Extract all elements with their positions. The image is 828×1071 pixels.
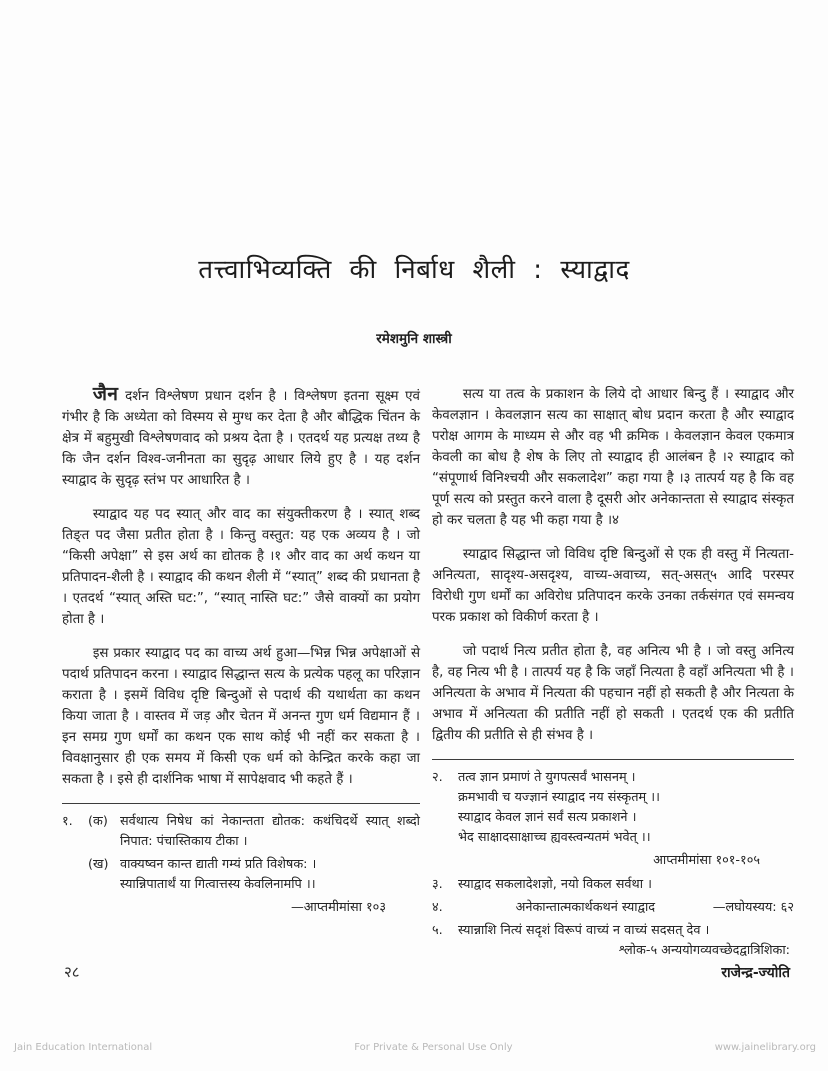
footnote-text xyxy=(458,921,794,961)
verse-line: भेद साक्षादसाक्षाच्च ह्यवस्त्वन्यतमं भवेत् ।। xyxy=(458,830,651,845)
article-title: तत्त्वाभिव्यक्ति की निर्बाध शैली : स्याद्वाद xyxy=(198,255,630,285)
lead-word: जैन xyxy=(92,383,119,405)
footnote-source: —आप्तमीमांसा १०३ xyxy=(290,900,386,915)
footnote-number: ३. xyxy=(432,877,443,892)
footnote-text xyxy=(458,768,794,848)
footnote-5 xyxy=(432,921,794,961)
footer-usage-note: For Private & Personal Use Only xyxy=(354,1042,513,1053)
footnote-number: २. xyxy=(432,770,443,785)
footer-publisher: Jain Education International xyxy=(14,1042,153,1053)
footnote-text xyxy=(120,855,420,895)
footnote-sub-label: (ख) xyxy=(88,857,109,872)
footnote-4 xyxy=(432,898,794,918)
paragraph-text: दर्शन विश्लेषण प्रधान दर्शन है । विश्लेषण इतना सूक्ष्म एवं गंभीर है कि अध्येता को विस्मय से मुग्ध कर देता है और बौद्धिक चिंतन के क्षेत्र में बहुमुखी विश्लेषणवाद को प्रश्रय देता है । एतदर्थ यह प्रत्यक्ष तथ्य है कि जैन दर्शन विश्व-जनीनता का सुदृढ़ आधार लिये हुए है । यह दर्शन स्याद्वाद के सुदृढ़ स्तंभ पर आधारित है । xyxy=(62,389,420,488)
footnote-sub-label: (क) xyxy=(88,814,108,829)
journal-name: राजेन्द्र-ज्योति xyxy=(721,965,790,981)
footnote-number: ४. xyxy=(432,900,443,915)
footer-website: www.jainelibrary.org xyxy=(714,1042,816,1053)
author-name: रमेशमुनि शास्त्री xyxy=(376,331,452,347)
footnote-text: अनेकान्तात्मकार्थकथनं स्याद्वाद xyxy=(515,900,656,915)
footnote-2 xyxy=(432,768,794,848)
verse-line: स्याद्वाद केवल ज्ञानं सर्वं सत्य प्रकाशने । xyxy=(458,810,637,825)
footnote-1b xyxy=(62,855,420,895)
footnote-number: १. xyxy=(62,814,73,829)
paragraph xyxy=(62,384,420,491)
footnote-1a xyxy=(62,812,420,852)
footnote-text: सर्वथात्य निषेध कां नेकान्तता द्योतक: कथंचिदर्थे स्यात् शब्दो निपात: पंचास्तिकाय टीका । xyxy=(120,814,420,849)
footnote-source: आप्तमीमांसा १०१-१०५ xyxy=(653,853,760,868)
paragraph: इस प्रकार स्याद्वाद पद का वाच्य अर्थ हुआ—भिन्न भिन्न अपेक्षाओं से पदार्थ प्रतिपादन करना । स्याद्वाद सिद्धान्त सत्य के प्रत्येक पहलू का परिज्ञान कराता है । इसमें विविध दृष्टि बिन्दुओं से पदार्थ की यथार्थता का कथन किया जाता है । वास्तव में जड़ और चेतन में अनन्त गुण धर्म विद्यमान हैं । इन समग्र गुण धर्मों का कथन एक साथ कोई भी नहीं कर सकता है । विवक्षानुसार ही एक समय में किसी एक धर्म को केन्द्रित करके कहा जा सकता है । इसे ही दार्शनिक भाषा में सापेक्षवाद भी कहते हैं । xyxy=(62,646,420,787)
footnote-text: स्याद्वाद सकलादेशज्ञो, नयो विकल सर्वथा । xyxy=(458,877,652,892)
paragraph: स्याद्वाद सिद्धान्त जो विविध दृष्टि बिन्दुओं से एक ही वस्तु में नित्यता-अनित्यता, सादृश्य-असदृश्य, वाच्य-अवाच्य, सत्-असत्५ आदि परस्पर विरोधी गुण धर्मों का अविरोध प्रतिपादन करके उनका तर्कसंगत एवं समन्वय परक प्रकाश को विकीर्ण करता है । xyxy=(432,547,794,625)
verse-source-line: श्लोक-५ अन्ययोगव्यवच्छेदद्वात्रिशिका: xyxy=(618,943,790,958)
footnote-3 xyxy=(432,875,794,895)
verse-line: तत्व ज्ञान प्रमाणं ते युगपत्सर्वं भासनम् । xyxy=(458,770,636,785)
paragraph: सत्य या तत्व के प्रकाशन के लिये दो आधार बिन्दु हैं । स्याद्वाद और केवलज्ञान । केवलज्ञान सत्य का साक्षात् बोध प्रदान करता है और स्याद्वाद परोक्ष आगम के माध्यम से और वह भी क्रमिक । केवलज्ञान केवल एकमात्र केवली का बोध है शेष के लिए तो स्याद्वाद ही आलंबन है ।२ स्याद्वाद को “संपूणार्थ विनिश्चयी और सकलादेश” कहा गया है ।३ तात्पर्य यह है कि वह पूर्ण सत्य को प्रस्तुत करने वाला है दूसरी ओर अनेकान्तता से स्याद्वाद संस्कृत हो कर चलता है यह भी कहा गया है ।४ xyxy=(432,387,794,528)
footer xyxy=(14,1042,816,1053)
page-number: २८ xyxy=(64,963,80,981)
left-column xyxy=(62,384,420,922)
right-column xyxy=(432,384,794,964)
left-footnotes xyxy=(62,803,420,918)
verse-line: स्यान्नाशि नित्यं सदृशं विरूपं वाच्यं न वाच्यं सदसत् देव । xyxy=(458,923,710,938)
footnote-source: —लघोयस्यय: ६२ xyxy=(712,900,794,915)
verse-line: वाक्यष्वन कान्त द्याती गम्यं प्रति विशेषक: । xyxy=(120,857,317,872)
footnote-number: ५. xyxy=(432,923,443,938)
verse-line: क्रमभावी च यज्ज्ञानं स्याद्वाद नय संस्कृतम् ।। xyxy=(458,790,660,805)
verse-line: स्यान्निपातार्थं या गित्वात्तस्य केवलिनामपि ।। xyxy=(120,877,316,892)
right-footnotes xyxy=(432,759,794,961)
paragraph: स्याद्वाद यह पद स्यात् और वाद का संयुक्तीकरण है । स्यात् शब्द तिङ्त पद जैसा प्रतीत होता है । किन्तु वस्तुत: यह एक अव्यय है । जो “किसी अपेक्षा” से इस अर्थ का द्योतक है ।१ और वाद का अर्थ कथन या प्रतिपादन-शैली है । स्याद्वाद की कथन शैली में “स्यात्” शब्द की प्रधानता है । एतदर्थ “स्यात् अस्ति घट:”, “स्यात् नास्ति घट:” जैसे वाक्यों का प्रयोग होता है । xyxy=(62,507,420,627)
paragraph: जो पदार्थ नित्य प्रतीत होता है, वह अनित्य भी है । जो वस्तु अनित्य है, वह नित्य भी है । तात्पर्य यह है कि जहाँ नित्यता है वहाँ अनित्यता भी है । अनित्यता के अभाव में नित्यता की पहचान नहीं हो सकती है और नित्यता के अभाव में अनित्यता की प्रतीति नहीं हो सकती । एतदर्थ एक की प्रतीति द्वितीय की प्रतीति से ही संभव है । xyxy=(432,644,794,743)
